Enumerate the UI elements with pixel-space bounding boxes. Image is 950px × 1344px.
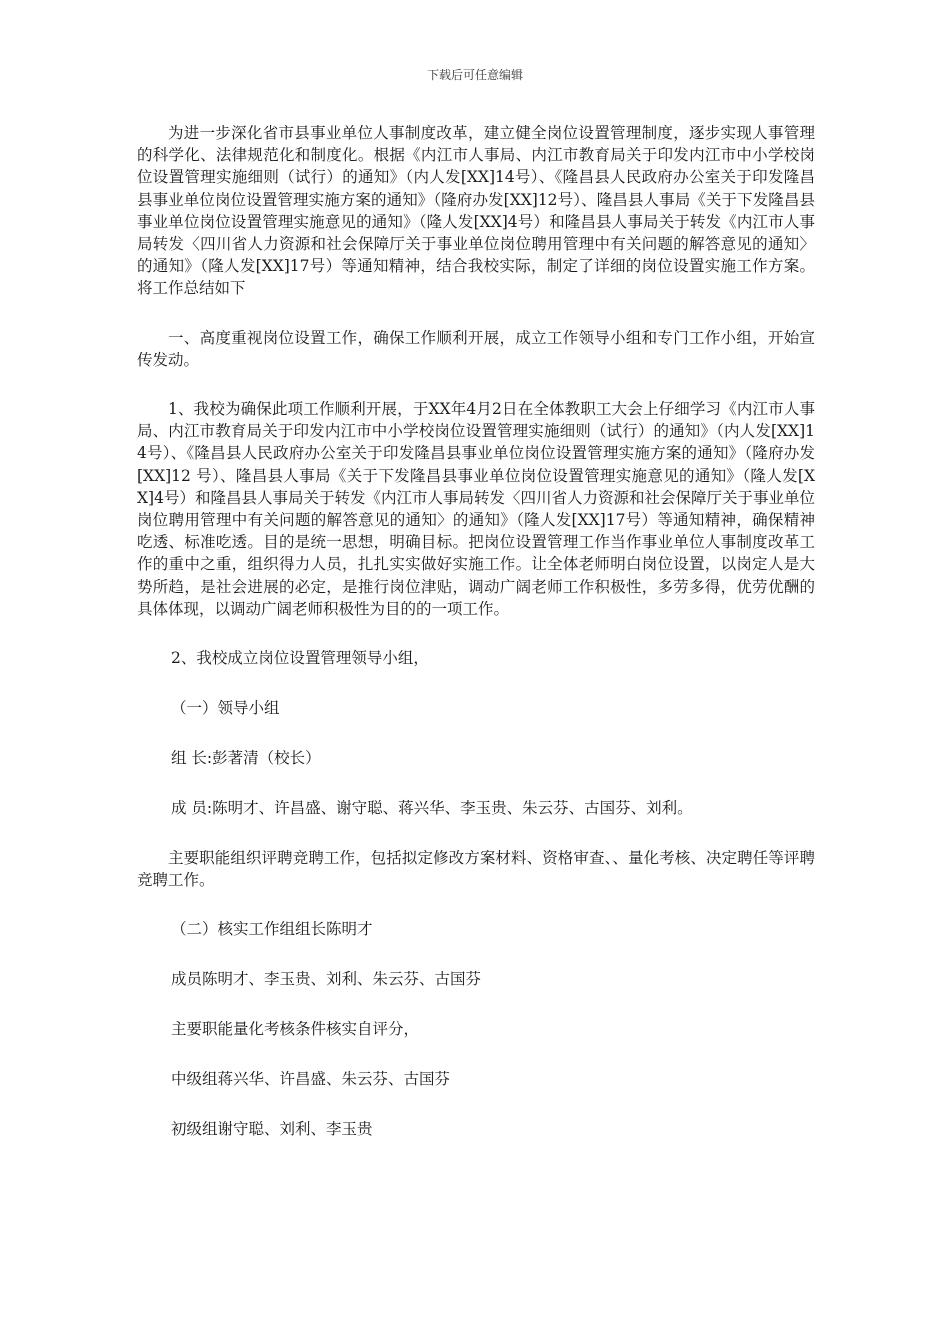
section-one-heading: 一、高度重视岗位设置工作，确保工作顺利开展，成立工作领导小组和专门工作小组，开始宣传发动。 <box>137 328 815 369</box>
verification-group-heading: （二）核实工作组组长陈明才 <box>171 920 373 939</box>
junior-group-line: 初级组谢守聪、刘利、李玉贵 <box>171 1120 373 1139</box>
duties-paragraph: 主要职能组织评聘竞聘工作，包括拟定修改方案材料、资格审查、、量化考核、决定聘任等评聘竞聘工作。 <box>137 849 815 890</box>
group-leader-line: 组 长:彭著清（校长） <box>171 749 321 768</box>
group-members-line: 成 员:陈明才、许昌盛、谢守聪、蒋兴华、李玉贵、朱云芬、古国芬、刘利。 <box>171 799 693 818</box>
page-header-note: 下载后可任意编辑 <box>426 68 523 82</box>
verification-members-line: 成员陈明才、李玉贵、刘利、朱云芬、古国芬 <box>171 970 482 989</box>
item-one-paragraph: 1、我校为确保此项工作顺利开展，于XX年4月2日在全体教职工大会上仔细学习《内江市人事局、内江市教育局关于印发内江市中小学校岗位设置管理实施细则（试行）的通知》（内人发[XX]14号）、《隆昌县人民政府办公室关于印发隆昌县事业单位岗位设置管理实施方案的通知》（隆府办发[XX]12 号）、隆昌县人事局《关于下发隆昌县事业单位岗位设置管理实施意见的通知》（隆人发[XX]4号）和隆昌县人事局关于转发《内江市人事局转发〈四川省人力资源和社会保障厅关于事业单位岗位聘用管理中有关问题的解答意见的通知〉的通知》（隆人发[XX]17号）等通知精神，确保精神吃透、标准吃透。目的是统一思想，明确目标。把岗位设置管理工作当作事业单位人事制度改革工作的重中之重，组织得力人员，扎扎实实做好实施工作。让全体老师明白岗位设置，以岗定人是大势所趋，是社会进展的必定，是推行岗位津贴，调动广阔老师工作积极性，多劳多得，优劳优酬的具体体现，以调动广阔老师积极性为目的的一项工作。 <box>137 400 815 618</box>
verification-duties-line: 主要职能量化考核条件核实自评分， <box>171 1020 420 1039</box>
document-body <box>137 122 815 1168</box>
intermediate-group-line: 中级组蒋兴华、许昌盛、朱云芬、古国芬 <box>171 1070 451 1089</box>
leadership-group-heading: （一）领导小组 <box>171 699 280 718</box>
intro-paragraph: 为进一步深化省市县事业单位人事制度改革，建立健全岗位设置管理制度，逐步实现人事管理的科学化、法律规范化和制度化。根据《内江市人事局、内江市教育局关于印发内江市中小学校岗位设置管理实施细则（试行）的通知》（内人发[XX]14号）、《隆昌县人民政府办公室关于印发隆昌县事业单位岗位设置管理实施方案的通知》（隆府办发[XX]12号）、隆昌县人事局《关于下发隆昌县事业单位岗位设置管理实施意见的通知》（隆人发[XX]4号）和隆昌县人事局关于转发《内江市人事局转发〈四川省人力资源和社会保障厅关于事业单位岗位聘用管理中有关问题的解答意见的通知〉的通知》（隆人发[XX]17号）等通知精神，结合我校实际，制定了详细的岗位设置实施工作方案。将工作总结如下 <box>137 124 815 298</box>
item-two-line: 2、我校成立岗位设置管理领导小组， <box>171 649 429 668</box>
